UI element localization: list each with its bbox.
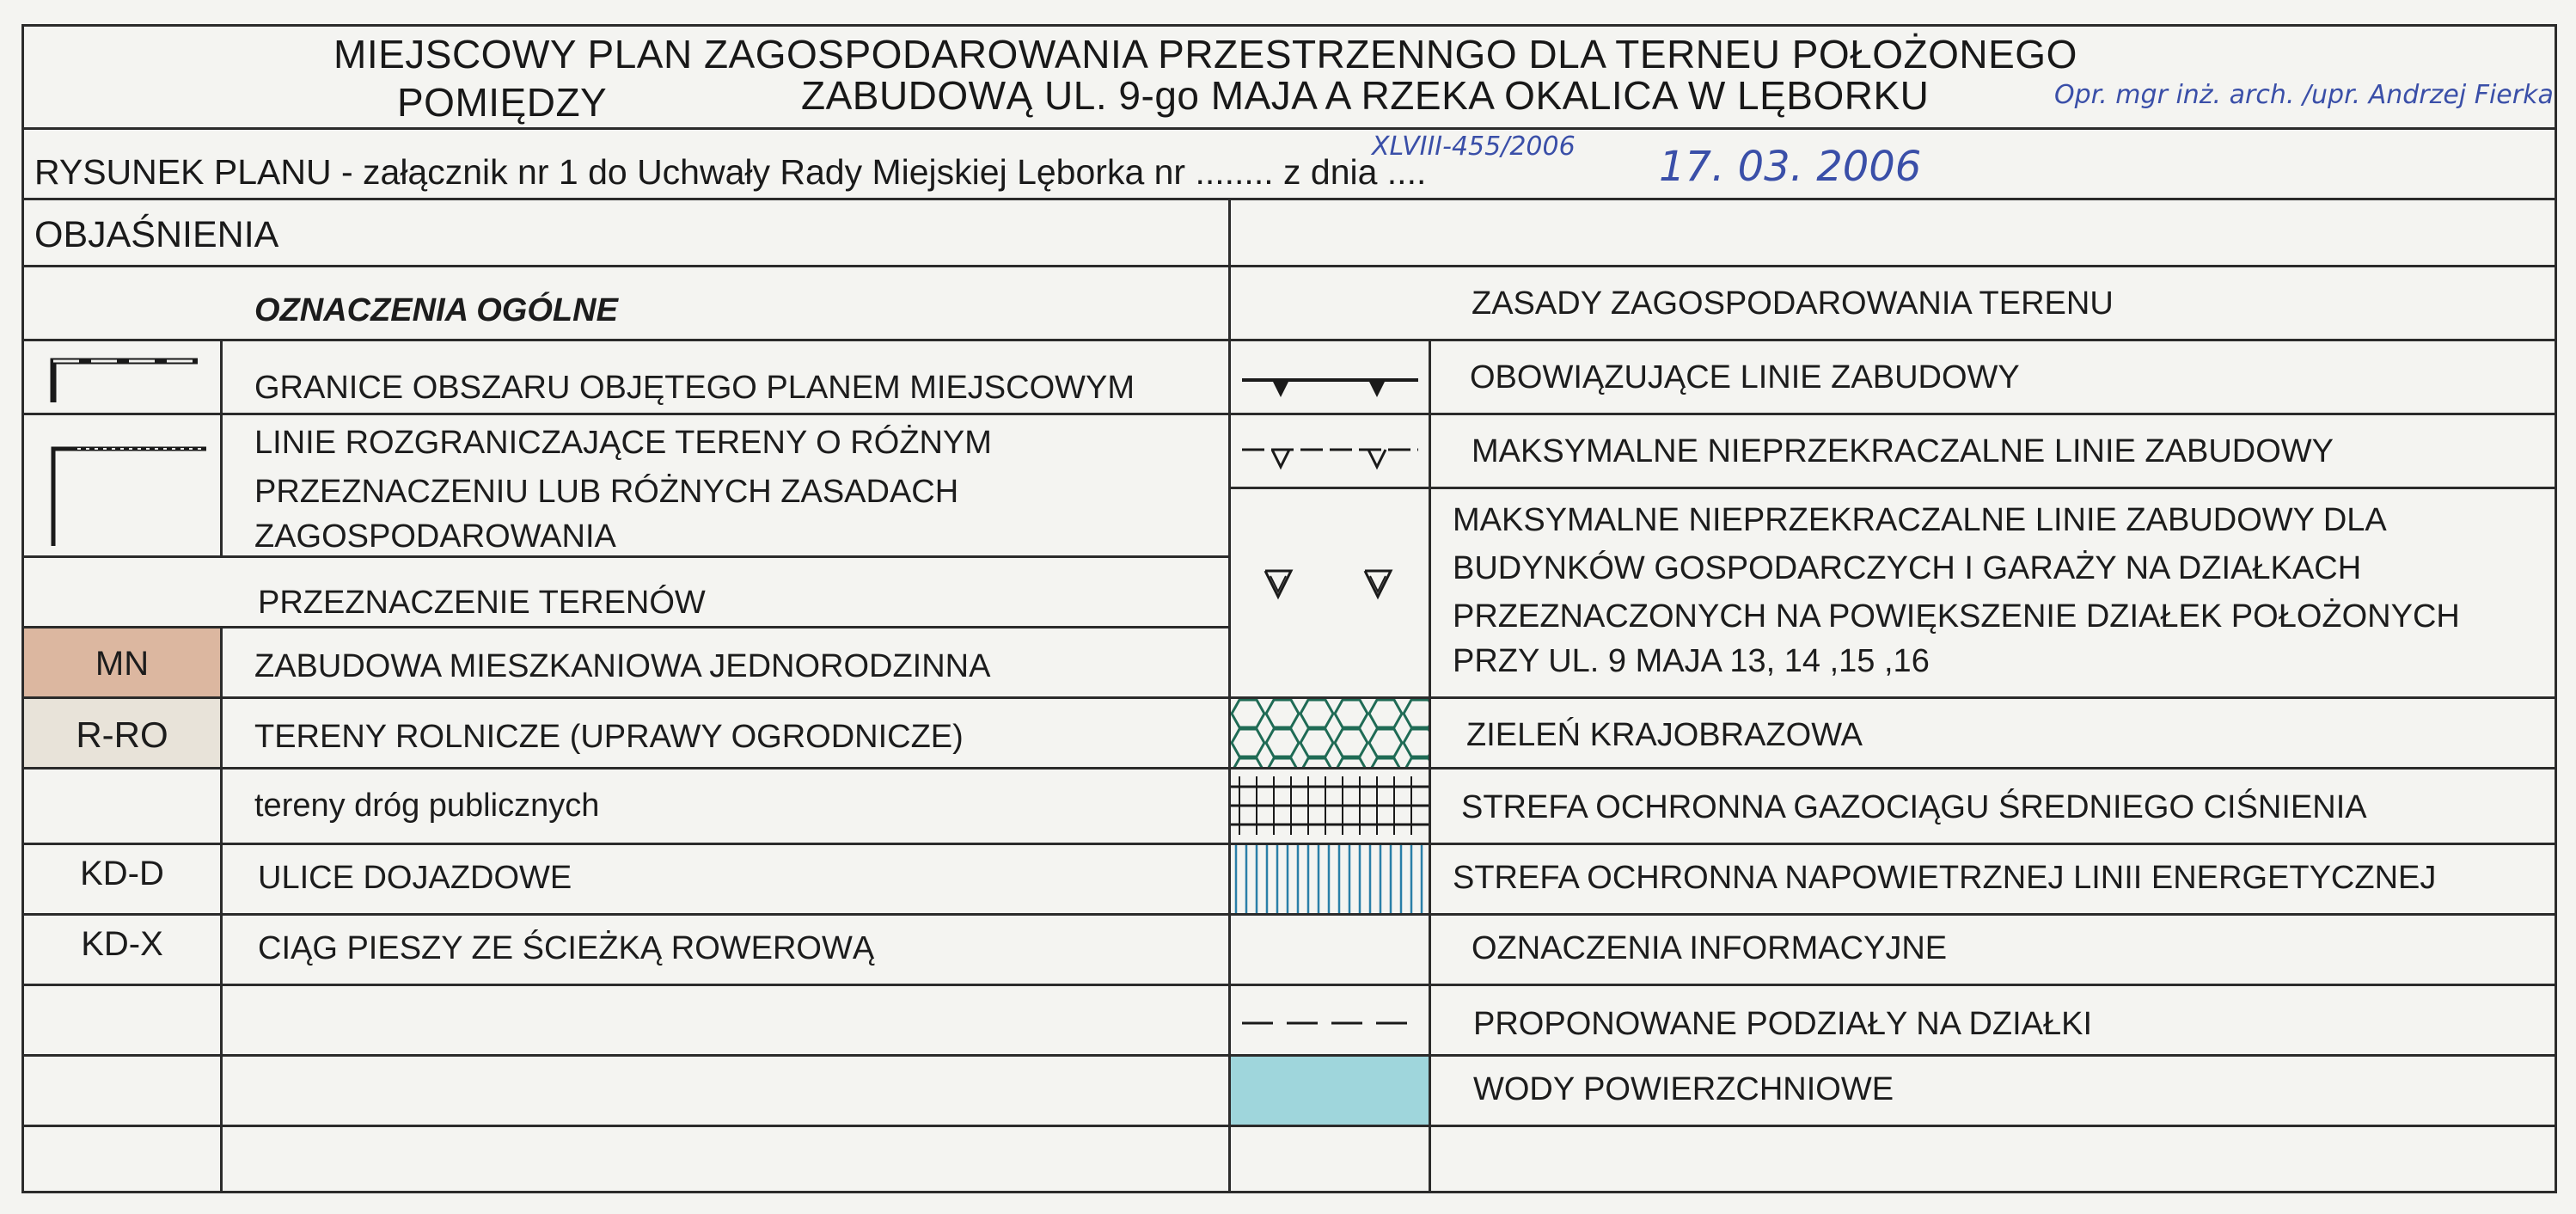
- landscape-greenery-pattern: [1231, 699, 1429, 767]
- document-title-line-2b: ZABUDOWĄ UL. 9-go MAJA A RZEKA OKALICA W LĘBORKU: [801, 73, 1930, 118]
- row-line: [21, 843, 1230, 845]
- divider-under-subtitle: [21, 198, 2557, 200]
- row-line: [21, 1125, 1230, 1127]
- mn-label: ZABUDOWA MIESZKANIOWA JEDNORODZINNA: [254, 648, 991, 684]
- resolution-number-handwritten: XLVIII-455/2006: [1372, 132, 1576, 162]
- landscape-greenery-label: ZIELEŃ KRAJOBRAZOWA: [1466, 717, 1863, 753]
- table-border-top: [21, 24, 2557, 27]
- row-line: [21, 984, 1230, 986]
- plan-boundary-label: GRANICE OBSZARU OBJĘTEGO PLANEM MIEJSCOWYM: [254, 370, 1135, 406]
- resolution-date-handwritten: 17. 03. 2006: [1659, 143, 1922, 191]
- author-handwritten-note: Opr. mgr inż. arch. /upr. Andrzej Fierka: [2054, 80, 2554, 110]
- divider-under-heading: [21, 265, 2557, 267]
- kd-d-symbol: KD-D: [80, 855, 164, 892]
- surface-waters-label: WODY POWIERZCHNIOWE: [1473, 1071, 1894, 1107]
- outbuilding-building-line-symbol: [1238, 559, 1423, 610]
- document-title-line-2a: POMIĘDZY: [397, 80, 608, 125]
- surface-waters-color-swatch: [1231, 1057, 1429, 1125]
- demarcation-line-symbol: [43, 438, 215, 550]
- public-roads-label: tereny dróg publicznych: [254, 788, 600, 824]
- row-line: [21, 339, 1230, 341]
- power-line-zone-label: STREFA OCHRONNA NAPOWIETRZNEJ LINII ENERGETYCZNEJ: [1453, 860, 2437, 896]
- kd-x-symbol: KD-X: [81, 925, 163, 963]
- power-line-zone-pattern: [1231, 845, 1429, 913]
- r-ro-symbol: R-RO: [76, 714, 168, 755]
- row-line: [21, 555, 1230, 558]
- land-use-rules-heading: ZASADY ZAGOSPODAROWANIA TERENU: [1472, 285, 2114, 322]
- gas-pipeline-zone-pattern: [1231, 769, 1429, 843]
- demarcation-label-line-2: PRZEZNACZENIU LUB RÓŻNYCH ZASADACH: [254, 474, 959, 510]
- plan-boundary-symbol: [43, 351, 215, 411]
- plan-drawing-subtitle: RYSUNEK PLANU - załącznik nr 1 do Uchwały Rady Miejskiej Lęborka nr ........ z dnia ....: [34, 152, 1427, 192]
- row-line: [21, 913, 1230, 916]
- row-line: [21, 1054, 1230, 1057]
- gas-pipeline-zone-label: STREFA OCHRONNA GAZOCIĄGU ŚREDNIEGO CIŚNIENIA: [1461, 789, 2367, 825]
- mn-symbol: MN: [95, 645, 150, 683]
- demarcation-label-line-3: ZAGOSPODAROWANIA: [254, 518, 616, 555]
- maximum-building-lines-label: MAKSYMALNE NIEPRZEKRACZALNE LINIE ZABUDOWY: [1472, 433, 2334, 469]
- table-border-bottom: [21, 1191, 2557, 1193]
- mandatory-building-lines-label: OBOWIĄZUJĄCE LINIE ZABUDOWY: [1470, 359, 2020, 395]
- row-line: [21, 767, 1230, 769]
- kd-x-label: CIĄG PIESZY ZE ŚCIEŻKĄ ROWEROWĄ: [258, 930, 875, 966]
- outbuilding-lines-label-line-4: PRZY UL. 9 MAJA 13, 14 ,15 ,16: [1453, 643, 1930, 679]
- proposed-plot-division-symbol: [1238, 1015, 1423, 1032]
- legend-heading: OBJAŚNIENIA: [34, 214, 279, 255]
- information-markings-label: OZNACZENIA INFORMACYJNE: [1472, 930, 1948, 966]
- column-divider-left: [220, 626, 223, 1193]
- r-ro-label: TERENY ROLNICZE (UPRAWY OGRODNICZE): [254, 719, 964, 755]
- column-divider-left: [220, 339, 223, 555]
- document-title-line-1: MIEJSCOWY PLAN ZAGOSPODAROWANIA PRZESTRZENNGO DLA TERNEU POŁOŻONEGO: [333, 32, 2077, 77]
- land-purpose-heading: PRZEZNACZENIE TERENÓW: [258, 585, 706, 621]
- divider-under-title: [21, 127, 2557, 130]
- row-line: [21, 413, 1230, 415]
- outbuilding-lines-label-line-2: BUDYNKÓW GOSPODARCZYCH I GARAŻY NA DZIAŁKACH: [1453, 550, 2362, 586]
- proposed-plot-division-label: PROPONOWANE PODZIAŁY NA DZIAŁKI: [1473, 1006, 2093, 1042]
- general-markings-heading: OZNACZENIA OGÓLNE: [254, 292, 618, 328]
- column-divider-middle: [1228, 198, 1231, 1193]
- outbuilding-lines-label-line-3: PRZEZNACZONYCH NA POWIĘKSZENIE DZIAŁEK POŁOŻONYCH: [1453, 598, 2460, 635]
- outbuilding-lines-label-line-1: MAKSYMALNE NIEPRZEKRACZALNE LINIE ZABUDOWY DLA: [1453, 502, 2387, 538]
- mandatory-building-line-symbol: [1238, 361, 1423, 404]
- maximum-building-line-symbol: [1238, 434, 1423, 477]
- demarcation-label-line-1: LINIE ROZGRANICZAJĄCE TERENY O RÓŻNYM: [254, 425, 992, 461]
- column-divider-right: [1429, 339, 1431, 1193]
- kd-d-label: ULICE DOJAZDOWE: [258, 860, 572, 896]
